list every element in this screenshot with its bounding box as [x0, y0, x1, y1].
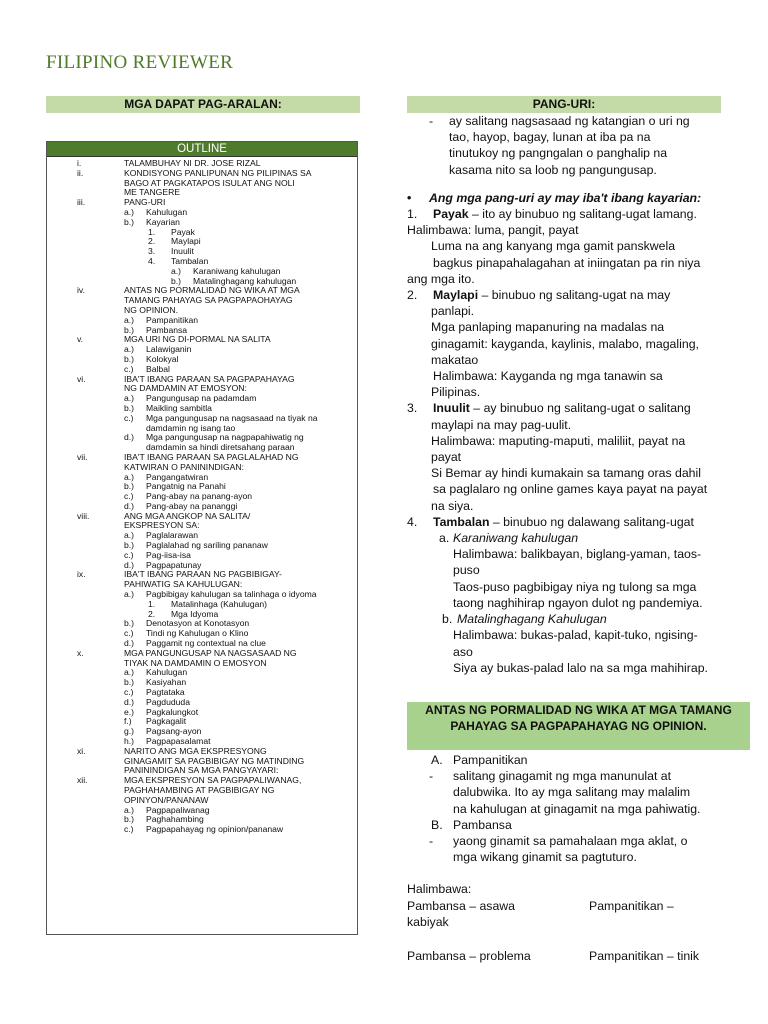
- outline-item: [47, 306, 357, 316]
- outline-marker: a.): [124, 393, 135, 404]
- outline-text: Kasiyahan: [146, 677, 187, 688]
- outline-marker: d.): [124, 432, 135, 443]
- outline-text: IBA'T IBANG PARAAN NG PAGBIBIGAY-: [124, 569, 282, 580]
- outline-marker: 1.: [148, 226, 156, 237]
- example-line: payat: [431, 450, 462, 465]
- outline-text: Pangatnig na Panahi: [146, 481, 226, 492]
- outline-text: GINAGAMIT SA PAGBIBIGAY NG MATINDING: [124, 755, 305, 766]
- example-line: ginagamit: kayganda, kaylinis, malabo, magaling,: [431, 336, 699, 351]
- outline-marker: ix.: [77, 569, 86, 580]
- outline-text: Tindi ng Kahulugan o Klino: [146, 628, 249, 639]
- outline-item: [47, 316, 357, 326]
- outline-text: Mga pangungusap na nagsasaad na tiyak na: [146, 412, 318, 423]
- outline-box: [46, 141, 358, 935]
- outline-marker: c.): [124, 412, 134, 423]
- outline-text: Pag-iisa-isa: [146, 549, 191, 560]
- left-section-header: MGA DAPAT PAG-ARALAN:: [46, 96, 360, 113]
- outline-marker: h.): [124, 736, 135, 747]
- outline-text: Pagkagalit: [146, 716, 187, 727]
- outline-marker: i.: [77, 158, 82, 168]
- outline-marker: a.): [171, 265, 182, 276]
- outline-marker: xii.: [77, 775, 88, 786]
- outline-text: KATWIRAN O PANININDIGAN:: [124, 461, 245, 472]
- term-definition: – ito ay binubuo ng salitang-ugat lamang.: [468, 207, 697, 222]
- outline-item: [47, 688, 357, 698]
- outline-marker: b.): [124, 677, 135, 688]
- outline-text: Maylapi: [171, 236, 201, 247]
- list-letter: A.: [431, 753, 443, 767]
- outline-marker: a.): [124, 667, 135, 678]
- outline-marker: 1.: [148, 598, 156, 609]
- outline-text: Pang-abay na panang-ayon: [146, 491, 253, 502]
- term-definition: – binubuo ng dalawang salitang-ugat: [489, 514, 694, 529]
- example-line: Mga panlaping mapanuring na madalas na: [431, 320, 665, 335]
- outline-item: [47, 708, 357, 718]
- outline-text: NARITO ANG MGA EKSPRESYONG: [124, 745, 267, 756]
- outline-marker: 2.: [148, 236, 156, 247]
- example-line: taong naghihirap ngayon dulot ng pandemiya.: [453, 595, 703, 610]
- outline-text: Matalinhaga (Kahulugan): [171, 598, 268, 609]
- outline-item: [47, 355, 357, 365]
- example-line: Luma na ang kanyang mga gamit panskwela: [431, 239, 676, 254]
- outline-text: NG DAMDAMIN AT EMOSYON:: [124, 383, 247, 394]
- term-tambalan: Tambalan: [433, 514, 490, 529]
- definition-line: tinutukoy ng pangngalan o panghalip na: [449, 146, 668, 161]
- definition-line: kasama nito sa loob ng pangungusap.: [449, 162, 657, 177]
- outline-item: [47, 335, 357, 345]
- outline-item: [47, 296, 357, 306]
- example-pair: [407, 948, 747, 964]
- outline-marker: d.): [124, 559, 135, 570]
- outline-marker: b.): [124, 618, 135, 629]
- term-pambansa: Pambansa: [453, 817, 512, 832]
- outline-marker: e.): [124, 706, 135, 717]
- outline-item: [47, 678, 357, 688]
- bullet-dash: -: [429, 114, 434, 128]
- outline-text: PAHIWATIG SA KAHULUGAN:: [124, 579, 243, 590]
- definition-line: yaong ginamit sa pamahalaan mga aklat, o: [453, 834, 688, 849]
- outline-text: PANG-URI: [124, 197, 166, 208]
- list-letter: a.: [439, 531, 450, 546]
- outline-text: Mga pangungusap na nagpapahiwatig ng: [146, 432, 304, 443]
- pang-uri-content: [407, 113, 725, 676]
- outline-marker: vi.: [77, 373, 86, 384]
- outline-item: [47, 717, 357, 727]
- outline-text: OPINYON/PANANAW: [124, 794, 209, 805]
- outline-item: [47, 512, 357, 522]
- outline-item: [47, 218, 357, 228]
- outline-text: TALAMBUHAY NI DR. JOSE RIZAL: [124, 158, 261, 168]
- outline-text: Paghahambing: [146, 814, 204, 825]
- outline-item: [47, 668, 357, 678]
- example-line: aso: [453, 644, 473, 659]
- outline-text: Pagpapatunay: [146, 559, 202, 570]
- outline-text: ME TANGERE: [124, 187, 181, 198]
- example-line: Taos-puso pagbibigay niya ng tulong sa mga: [453, 579, 697, 594]
- outline-text: Kayarian: [146, 216, 180, 227]
- outline-marker: b.): [171, 275, 182, 286]
- definition-line: tao, hayop, bagay, lunan at iba pa na: [449, 130, 651, 145]
- pambansa-example: Pambansa – asawa: [407, 898, 516, 913]
- outline-marker: b.): [124, 481, 135, 492]
- example-line: puso: [453, 563, 480, 578]
- example-line: Halimbawa: luma, pangit, payat: [407, 223, 579, 238]
- outline-item: [47, 208, 357, 218]
- example-line: Halimbawa: Kayganda ng mga tanawin sa: [433, 369, 663, 384]
- outline-text: BAGO AT PAGKATAPOS ISULAT ANG NOLI: [124, 177, 295, 188]
- example-pair: [407, 898, 747, 914]
- outline-text: IBA'T IBANG PARAAN SA PAGPAPAHAYAG: [124, 373, 295, 384]
- page-title: FILIPINO REVIEWER: [46, 52, 234, 73]
- term-maylapi: Maylapi: [433, 288, 479, 303]
- outline-marker: ii.: [77, 167, 84, 178]
- outline-text: MGA EKSPRESYON SA PAGPAPALIWANAG,: [124, 775, 302, 786]
- list-number: 2.: [407, 288, 418, 303]
- term-definition: – ay binubuo ng salitang-ugat o salitang: [469, 401, 691, 416]
- outline-list: [47, 157, 357, 835]
- outline-text: Pang-abay na pananggi: [146, 500, 238, 511]
- outline-text: Pagpapahayag ng opinion/pananaw: [146, 824, 284, 835]
- bullet-dot: •: [407, 190, 412, 205]
- outline-text: Pagkalungkot: [146, 706, 199, 717]
- outline-text: Karaniwang kahulugan: [193, 265, 281, 276]
- outline-marker: d.): [124, 500, 135, 511]
- definition-line: dalubwika. Ito ay mga salitang may malalim: [453, 785, 691, 800]
- pampanitikan-example: Pampanitikan – tinik: [589, 948, 700, 963]
- outline-marker: a.): [124, 344, 135, 355]
- example-line: makatao: [431, 352, 479, 367]
- outline-item: [47, 179, 357, 189]
- subterm-matalinghagang: Matalinghagang Kahulugan: [457, 612, 607, 627]
- outline-text: Pagpapaliwanag: [146, 804, 210, 815]
- outline-marker: b.): [124, 814, 135, 825]
- outline-marker: c.): [124, 628, 134, 639]
- definition-line: ay salitang nagsasaad ng katangian o uri ng: [449, 114, 690, 128]
- outline-item: [47, 551, 357, 561]
- outline-item: [47, 188, 357, 198]
- outline-text: Paglalahad ng sariling pananaw: [146, 540, 268, 551]
- outline-marker: c.): [124, 824, 134, 835]
- outline-text: Paggamit ng contextual na clue: [146, 638, 266, 649]
- definition-line: mga wikang ginamit sa pagtuturo.: [453, 850, 637, 865]
- outline-text: Payak: [171, 226, 195, 237]
- term-definition: – binubuo ng salitang-ugat na may: [478, 288, 671, 303]
- term-pampanitikan: Pampanitikan: [453, 753, 528, 767]
- outline-text: Pagsang-ayon: [146, 726, 202, 737]
- definition-line: salitang ginagamit ng mga manunulat at: [453, 769, 672, 784]
- subterm-karaniwang: Karaniwang kahulugan: [453, 531, 579, 546]
- example-line: Pilipinas.: [431, 385, 481, 400]
- outline-text: TAMANG PAHAYAG SA PAGPAPAOHAYAG: [124, 295, 293, 306]
- outline-marker: 2.: [148, 608, 156, 619]
- definition-line: na kahulugan at ginagamit na mga pahiwatig.: [453, 801, 701, 816]
- term-definition: panlapi.: [431, 304, 475, 319]
- outline-marker: x.: [77, 647, 84, 658]
- outline-marker: b.): [124, 353, 135, 364]
- outline-text: Inuulit: [171, 246, 194, 257]
- outline-text: Maikling sambitla: [146, 402, 212, 413]
- outline-marker: vii.: [77, 451, 88, 462]
- outline-marker: f.): [124, 716, 132, 727]
- antas-section-header: ANTAS NG PORMALIDAD NG WIKA AT MGA TAMANG PAHAYAG SA PAGPAPAHAYAG NG OPINION.: [407, 702, 750, 750]
- outline-marker: d.): [124, 696, 135, 707]
- outline-item: [47, 541, 357, 551]
- outline-item: [47, 659, 357, 669]
- outline-text: ANG MGA ANGKOP NA SALITA/: [124, 510, 251, 521]
- term-payak: Payak: [433, 207, 469, 222]
- outline-marker: v.: [77, 334, 84, 345]
- example-line: bagkus pinapahalagahan at iniingatan pa rin niya: [433, 255, 701, 270]
- outline-text: Pagdududa: [146, 696, 190, 707]
- outline-text: NG OPINION.: [124, 304, 178, 315]
- list-letter: B.: [431, 817, 443, 832]
- outline-text: Mga Idyoma: [171, 608, 219, 619]
- outline-item: [47, 228, 357, 238]
- outline-text: damdamin ng isang tao: [146, 422, 236, 433]
- outline-item: [47, 237, 357, 247]
- outline-item: [47, 698, 357, 708]
- term-inuulit: Inuulit: [433, 401, 470, 416]
- outline-text: Kahulugan: [146, 206, 188, 217]
- example-line: sa paglalaro ng online games kaya payat na payat: [433, 482, 708, 497]
- outline-item: [47, 198, 357, 208]
- outline-text: Lalawiganin: [146, 344, 192, 355]
- outline-text: Kolokyal: [146, 353, 179, 364]
- outline-marker: a.): [124, 804, 135, 815]
- outline-marker: iii.: [77, 197, 86, 208]
- outline-marker: b.): [124, 540, 135, 551]
- outline-text: Pagtataka: [146, 687, 185, 698]
- list-number: 4.: [407, 514, 418, 529]
- outline-item: [47, 521, 357, 531]
- outline-text: damdamin sa hindi diretsahang paraan: [146, 442, 295, 453]
- outline-text: Tambalan: [171, 255, 209, 266]
- outline-marker: b.): [124, 402, 135, 413]
- example-line: Siya ay bukas-palad lalo na sa mga mahihirap.: [453, 660, 708, 675]
- outline-marker: viii.: [77, 510, 90, 521]
- outline-marker: c.): [124, 491, 134, 502]
- outline-text: Pangangatwiran: [146, 471, 209, 482]
- outline-text: Denotasyon at Konotasyon: [146, 618, 250, 629]
- outline-text: ANTAS NG PORMALIDAD NG WIKA AT MGA: [124, 285, 300, 296]
- outline-text: Paglalarawan: [146, 530, 199, 541]
- pampanitikan-example: Pampanitikan –: [589, 898, 674, 913]
- outline-marker: a.): [124, 471, 135, 482]
- outline-text: KONDISYONG PANLIPUNAN NG PILIPINAS SA: [124, 167, 312, 178]
- outline-text: PANININDIGAN SA MGA PANGYAYARI:: [124, 765, 279, 776]
- outline-marker: d.): [124, 638, 135, 649]
- outline-marker: c.): [124, 549, 134, 560]
- outline-text: Pagbibigay kahulugan sa talinhaga o idyoma: [146, 589, 317, 600]
- outline-item: [47, 345, 357, 355]
- outline-text: MGA URI NG DI-PORMAL NA SALITA: [124, 334, 271, 345]
- outline-text: Pagpapasalamat: [146, 736, 211, 747]
- outline-text: Kahulugan: [146, 667, 188, 678]
- outline-marker: iv.: [77, 285, 85, 296]
- outline-text: Pampanitikan: [146, 314, 199, 325]
- list-number: 3.: [407, 401, 418, 416]
- outline-text: Matalinghagang kahulugan: [193, 275, 297, 286]
- outline-text: Pambansa: [146, 324, 188, 335]
- outline-marker: 4.: [148, 255, 156, 266]
- right-section-header: PANG-URI:: [407, 96, 721, 113]
- pampanitikan-example-cont: kabiyak: [407, 914, 449, 929]
- example-line: na siya.: [431, 498, 474, 513]
- example-line: Si Bemar ay hindi kumakain sa tamang oras dahil: [431, 466, 701, 481]
- outline-marker: xi.: [77, 745, 86, 756]
- example-line: Halimbawa: balikbayan, biglang-yaman, taos-: [453, 547, 702, 562]
- pambansa-example: Pambansa – problema: [407, 948, 531, 963]
- outline-text: Balbal: [146, 363, 170, 374]
- outline-text: TIYAK NA DAMDAMIN O EMOSYON: [124, 657, 267, 668]
- halimbawa-label: Halimbawa:: [407, 882, 472, 897]
- outline-marker: a.): [124, 314, 135, 325]
- outline-marker: b.): [124, 324, 135, 335]
- list-number: 1.: [407, 207, 418, 222]
- outline-marker: b.): [124, 216, 135, 227]
- outline-header: OUTLINE: [47, 142, 357, 157]
- example-line: Halimbawa: maputing-maputi, maliliit, payat na: [431, 433, 686, 448]
- outline-marker: 3.: [148, 246, 156, 257]
- outline-marker: a.): [124, 589, 135, 600]
- outline-text: IBA'T IBANG PARAAN SA PAGLALAHAD NG: [124, 451, 299, 462]
- list-letter: b.: [442, 612, 453, 627]
- kayarian-heading: Ang mga pang-uri ay may iba't ibang kayarian:: [429, 190, 702, 205]
- example-line: ang mga ito.: [407, 271, 475, 286]
- example-line: Halimbawa: bukas-palad, kapit-tuko, ngising-: [453, 628, 698, 643]
- antas-content: [407, 752, 747, 964]
- outline-marker: c.): [124, 687, 134, 698]
- outline-marker: a.): [124, 206, 135, 217]
- bullet-dash: -: [429, 769, 434, 784]
- outline-text: PAGHAHAMBING AT PAGBIBIGAY NG: [124, 785, 275, 795]
- term-definition: maylapi na may pag-uulit.: [431, 417, 572, 432]
- outline-marker: g.): [124, 726, 135, 737]
- outline-text: EKSPRESYON SA:: [124, 520, 200, 531]
- outline-text: Pangungusap na padamdam: [146, 393, 257, 404]
- bullet-dash: -: [429, 834, 434, 849]
- outline-item: [47, 825, 357, 835]
- outline-text: MGA PANGUNGUSAP NA NAGSASAAD NG: [124, 647, 297, 658]
- outline-marker: c.): [124, 363, 134, 374]
- outline-marker: a.): [124, 530, 135, 541]
